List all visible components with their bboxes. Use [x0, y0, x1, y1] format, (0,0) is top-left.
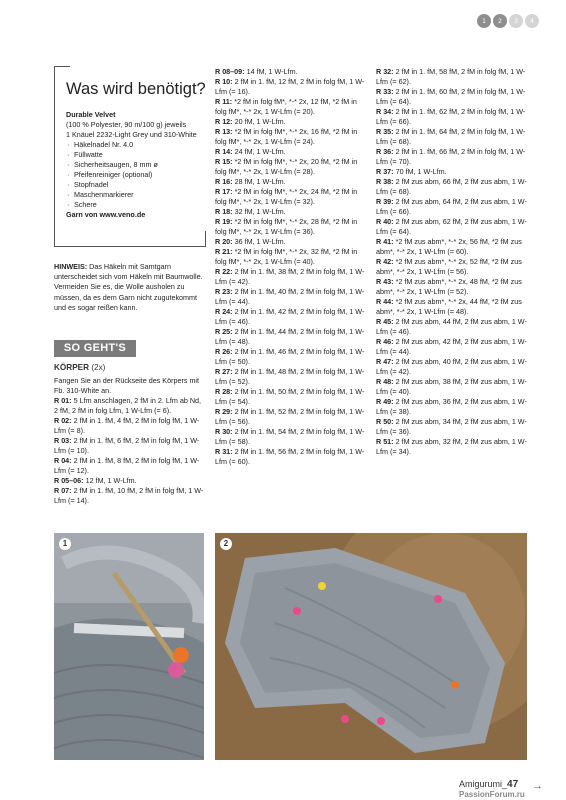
row-label: R 32:	[376, 67, 394, 76]
pattern-column-2	[215, 67, 367, 467]
photo-illustration-2	[215, 533, 527, 760]
row-instruction: *2 fM in folg fM*, *-* 2x, 24 fM, *2 fM in folg fM*, *-* 2x, 1 W-Lfm (= 32).	[215, 187, 358, 206]
pattern-row	[376, 67, 528, 87]
tool-list-item: · Stopfnadel	[72, 180, 202, 190]
row-label: R 33:	[376, 87, 394, 96]
pattern-row	[215, 117, 367, 127]
magazine-name: Amigurumi_	[459, 779, 508, 789]
row-instruction: 2 fM in 1. fM, 58 fM, 2 fM in folg fM, 1 W-Lfm (= 62).	[376, 67, 526, 86]
chapter-dot: 4	[525, 14, 539, 28]
row-label: R 40:	[376, 217, 394, 226]
pattern-row	[376, 377, 528, 397]
row-label: R 38:	[376, 177, 394, 186]
row-label: R 48:	[376, 377, 394, 386]
row-label: R 03:	[54, 436, 72, 445]
row-instruction: 2 fM zus abm, 62 fM, 2 fM zus abm, 1 W-Lfm (= 64).	[376, 217, 527, 236]
yarn-spec: (100 % Polyester, 90 m/100 g) jeweils	[66, 120, 187, 129]
pattern-row	[376, 147, 528, 167]
yarn-source: Garn von www.veno.de	[66, 210, 146, 219]
pattern-row	[376, 257, 528, 277]
row-instruction: *2 fM in folg fM*, *-* 2x, 12 fM, *2 fM in folg fM*, *-* 2x, 1 W-Lfm (= 20).	[215, 97, 357, 116]
row-instruction: 2 fM in 1. fM, 10 fM, 2 fM in folg fM, 1 W-Lfm (= 14).	[54, 486, 204, 505]
section-banner: SO GEHT'S	[54, 340, 136, 357]
row-instruction: *2 fM in folg fM*, *-* 2x, 20 fM, *2 fM in folg fM*, *-* 2x, 1 W-Lfm (= 28).	[215, 157, 358, 176]
row-instruction: 2 fM in 1. fM, 52 fM, 2 fM in folg fM, 1 W-Lfm (= 56).	[215, 407, 365, 426]
hint-text: Das Häkeln mit Samtgarn unterscheidet sich vom Häkeln mit Baumwolle. Vermeiden Sie es, die Wolle ausholen zu müssen, da es dem Garn nicht zugutekommt und es sogar reißen kann.	[54, 262, 203, 312]
row-label: R 05–06:	[54, 476, 84, 485]
pattern-row	[376, 417, 528, 437]
tool-list-item: · Sicherheitsaugen, 8 mm ø	[72, 160, 202, 170]
row-instruction: 14 fM, 1 W-Lfm.	[246, 67, 298, 76]
pattern-row	[215, 97, 367, 117]
row-instruction: 2 fM in 1. fM, 40 fM, 2 fM in folg fM, 1 W-Lfm (= 44).	[215, 287, 365, 306]
pattern-row	[215, 307, 367, 327]
materials-list	[66, 110, 202, 220]
photo-body-pieces	[215, 533, 527, 760]
photo-crochet-start	[54, 533, 204, 760]
row-instruction: *2 fM zus abm*, *-* 2x, 48 fM, *2 fM zus abm*, *-* 2x, 1 W-Lfm (= 52).	[376, 277, 522, 296]
row-label: R 45:	[376, 317, 394, 326]
row-instruction: 36 fM, 1 W-Lfm.	[234, 237, 286, 246]
row-instruction: 2 fM in 1. fM, 50 fM, 2 fM in folg fM, 1 W-Lfm (= 54).	[215, 387, 365, 406]
row-instruction: 2 fM zus abm, 36 fM, 2 fM zus abm, 1 W-Lfm (= 38).	[376, 397, 527, 416]
row-label: R 18:	[215, 207, 233, 216]
row-label: R 20:	[215, 237, 233, 246]
row-instruction: 2 fM zus abm, 38 fM, 2 fM zus abm, 1 W-Lfm (= 40).	[376, 377, 527, 396]
row-instruction: 2 fM in 1. fM, 48 fM, 2 fM in folg fM, 1 W-Lfm (= 52).	[215, 367, 365, 386]
page-number: 47	[507, 779, 519, 790]
row-label: R 04:	[54, 456, 72, 465]
pattern-row	[215, 327, 367, 347]
row-label: R 12:	[215, 117, 233, 126]
row-instruction: *2 fM zus abm*, *-* 2x, 56 fM, *2 fM zus abm*, *-* 2x, 1 W-Lfm (= 60).	[376, 237, 522, 256]
pattern-row	[215, 407, 367, 427]
row-label: R 36:	[376, 147, 394, 156]
pattern-row	[215, 367, 367, 387]
pattern-row	[54, 396, 206, 416]
row-label: R 47:	[376, 357, 394, 366]
tool-list-item: · Maschenmarkierer	[72, 190, 202, 200]
part-intro: Fangen Sie an der Rückseite des Körpers mit Fb. 310-White an.	[54, 376, 200, 395]
pattern-row	[215, 187, 367, 207]
row-label: R 31:	[215, 447, 233, 456]
row-instruction: 2 fM zus abm, 42 fM, 2 fM zus abm, 1 W-Lfm (= 44).	[376, 337, 527, 356]
site-watermark: PassionForum.ru	[459, 790, 525, 799]
pattern-row	[376, 237, 528, 257]
row-instruction: 2 fM zus abm, 34 fM, 2 fM zus abm, 1 W-Lfm (= 36).	[376, 417, 527, 436]
pattern-row	[215, 287, 367, 307]
pattern-row	[376, 107, 528, 127]
row-instruction: 2 fM in 1. fM, 62 fM, 2 fM in folg fM, 1 W-Lfm (= 66).	[376, 107, 526, 126]
row-instruction: 32 fM, 1 W-Lfm.	[234, 207, 286, 216]
row-label: R 26:	[215, 347, 233, 356]
row-instruction: 2 fM zus abm, 32 fM, 2 fM zus abm, 1 W-Lfm (= 34).	[376, 437, 527, 456]
row-label: R 15:	[215, 157, 233, 166]
pattern-row	[376, 337, 528, 357]
rows-list	[54, 396, 206, 506]
row-instruction: 2 fM in 1. fM, 38 fM, 2 fM in folg fM, 1 W-Lfm (= 42).	[215, 267, 365, 286]
pattern-row	[54, 486, 206, 506]
row-label: R 10:	[215, 77, 233, 86]
pattern-row	[215, 147, 367, 157]
chapter-dot: 3	[509, 14, 523, 28]
row-instruction: 2 fM in 1. fM, 12 fM, 2 fM in folg fM, 1 W-Lfm (= 16).	[215, 77, 365, 96]
row-instruction: *2 fM zus abm*, *-* 2x, 44 fM, *2 fM zus abm*, *-* 2x, 1 W-Lfm (= 48).	[376, 297, 522, 316]
pattern-row	[215, 217, 367, 237]
part-title: KÖRPER	[54, 363, 90, 372]
row-label: R 29:	[215, 407, 233, 416]
row-label: R 14:	[215, 147, 233, 156]
row-instruction: 2 fM in 1. fM, 6 fM, 2 fM in folg fM, 1 W-Lfm (= 10).	[54, 436, 200, 455]
pattern-row	[215, 237, 367, 247]
row-instruction: 2 fM zus abm, 40 fM, 2 fM zus abm, 1 W-Lfm (= 42).	[376, 357, 527, 376]
row-instruction: 2 fM zus abm, 64 fM, 2 fM zus abm, 1 W-Lfm (= 66).	[376, 197, 527, 216]
photo-number-badge: 1	[59, 538, 71, 550]
pattern-row	[215, 157, 367, 177]
pattern-row	[376, 217, 528, 237]
pattern-row	[215, 67, 367, 77]
row-label: R 44:	[376, 297, 394, 306]
pattern-row	[376, 127, 528, 147]
row-instruction: 12 fM, 1 W-Lfm.	[85, 476, 137, 485]
hint-paragraph	[54, 262, 204, 313]
row-label: R 17:	[215, 187, 233, 196]
yarn-name: Durable Velvet	[66, 110, 116, 119]
pattern-row	[215, 427, 367, 447]
pattern-row	[215, 177, 367, 187]
pattern-row	[215, 207, 367, 217]
pattern-column-3	[376, 67, 528, 457]
pattern-row	[54, 476, 206, 486]
materials-box	[54, 66, 206, 247]
row-label: R 27:	[215, 367, 233, 376]
row-instruction: 2 fM in 1. fM, 44 fM, 2 fM in folg fM, 1 W-Lfm (= 48).	[215, 327, 365, 346]
tool-list-item: · Füllwatte	[72, 150, 202, 160]
pattern-column-1	[54, 376, 206, 506]
row-instruction: 2 fM in 1. fM, 42 fM, 2 fM in folg fM, 1 W-Lfm (= 46).	[215, 307, 365, 326]
pattern-row	[376, 437, 528, 457]
photo-number-badge: 2	[220, 538, 232, 550]
row-label: R 23:	[215, 287, 233, 296]
part-heading	[54, 363, 105, 372]
tool-list-item: · Schere	[72, 200, 202, 210]
hint-label: HINWEIS:	[54, 262, 88, 271]
pattern-row	[376, 357, 528, 377]
row-instruction: 70 fM, 1 W-Lfm.	[395, 167, 447, 176]
row-label: R 39:	[376, 197, 394, 206]
row-instruction: 20 fM, 1 W-Lfm.	[234, 117, 286, 126]
pattern-row	[215, 127, 367, 147]
chapter-dot: 2	[493, 14, 507, 28]
pattern-row	[376, 397, 528, 417]
row-instruction: 2 fM zus abm, 44 fM, 2 fM zus abm, 1 W-Lfm (= 46).	[376, 317, 527, 336]
pattern-row	[215, 267, 367, 287]
row-instruction: *2 fM in folg fM*, *-* 2x, 16 fM, *2 fM in folg fM*, *-* 2x, 1 W-Lfm (= 24).	[215, 127, 358, 146]
row-label: R 08–09:	[215, 67, 245, 76]
row-label: R 28:	[215, 387, 233, 396]
row-instruction: 28 fM, 1 W-Lfm.	[234, 177, 286, 186]
row-label: R 25:	[215, 327, 233, 336]
materials-title: Was wird benötigt?	[66, 80, 206, 98]
row-label: R 13:	[215, 127, 233, 136]
row-instruction: *2 fM in folg fM*, *-* 2x, 28 fM, *2 fM in folg fM*, *-* 2x, 1 W-Lfm (= 36).	[215, 217, 358, 236]
row-label: R 21:	[215, 247, 233, 256]
pattern-row	[54, 456, 206, 476]
row-instruction: 2 fM in 1. fM, 46 fM, 2 fM in folg fM, 1 W-Lfm (= 50).	[215, 347, 365, 366]
pattern-row	[376, 277, 528, 297]
tool-list-item: · Pfeifenreiniger (optional)	[72, 170, 202, 180]
row-label: R 02:	[54, 416, 72, 425]
pattern-row	[376, 177, 528, 197]
row-instruction: *2 fM zus abm*, *-* 2x, 52 fM, *2 fM zus abm*, *-* 2x, 1 W-Lfm (= 56).	[376, 257, 522, 276]
part-count: (2x)	[91, 363, 106, 372]
row-label: R 24:	[215, 307, 233, 316]
row-instruction: *2 fM in folg fM*, *-* 2x, 32 fM, *2 fM in folg fM*, *-* 2x, 1 W-Lfm (= 40).	[215, 247, 358, 266]
row-instruction: 2 fM zus abm, 66 fM, 2 fM zus abm, 1 W-Lfm (= 68).	[376, 177, 527, 196]
row-instruction: 2 fM in 1. fM, 64 fM, 2 fM in folg fM, 1 W-Lfm (= 68).	[376, 127, 526, 146]
row-label: R 16:	[215, 177, 233, 186]
row-instruction: 2 fM in 1. fM, 56 fM, 2 fM in folg fM, 1 W-Lfm (= 60).	[215, 447, 365, 466]
pattern-row	[215, 247, 367, 267]
pattern-row	[376, 317, 528, 337]
pattern-row	[376, 297, 528, 317]
page-footer	[459, 779, 518, 790]
row-label: R 35:	[376, 127, 394, 136]
row-label: R 46:	[376, 337, 394, 346]
row-label: R 43:	[376, 277, 394, 286]
row-instruction: 2 fM in 1. fM, 4 fM, 2 fM in folg fM, 1 W-Lfm (= 8).	[54, 416, 200, 435]
row-instruction: 24 fM, 1 W-Lfm.	[234, 147, 286, 156]
row-instruction: 2 fM in 1. fM, 8 fM, 2 fM in folg fM, 1 W-Lfm (= 12).	[54, 456, 200, 475]
row-label: R 50:	[376, 417, 394, 426]
row-instruction: 2 fM in 1. fM, 66 fM, 2 fM in folg fM, 1 W-Lfm (= 70).	[376, 147, 526, 166]
pattern-row	[376, 167, 528, 177]
photo-illustration-1	[54, 533, 204, 760]
row-label: R 42:	[376, 257, 394, 266]
row-label: R 22:	[215, 267, 233, 276]
row-instruction: 2 fM in 1. fM, 60 fM, 2 fM in folg fM, 1 W-Lfm (= 64).	[376, 87, 526, 106]
pattern-row	[376, 87, 528, 107]
row-label: R 41:	[376, 237, 394, 246]
tool-list-item: · Häkelnadel Nr. 4.0	[72, 140, 202, 150]
row-label: R 34:	[376, 107, 394, 116]
row-label: R 51:	[376, 437, 394, 446]
row-label: R 37:	[376, 167, 394, 176]
row-label: R 11:	[215, 97, 233, 106]
row-label: R 49:	[376, 397, 394, 406]
pattern-row	[54, 416, 206, 436]
pattern-row	[376, 197, 528, 217]
row-label: R 30:	[215, 427, 233, 436]
row-label: R 19:	[215, 217, 233, 226]
pattern-row	[215, 347, 367, 367]
pattern-row	[215, 447, 367, 467]
chapter-dots	[477, 14, 539, 28]
yarn-qty: 1 Knäuel 2232-Light Grey und 310-White	[66, 130, 197, 139]
row-instruction: 5 Lfm anschlagen, 2 fM in 2. Lfm ab Nd, 2 fM, 2 fM in folg Lfm, 1 W-Lfm (= 6).	[54, 396, 202, 415]
pattern-row	[215, 77, 367, 97]
row-label: R 07:	[54, 486, 72, 495]
row-instruction: 2 fM in 1. fM, 54 fM, 2 fM in folg fM, 1 W-Lfm (= 58).	[215, 427, 365, 446]
pattern-row	[215, 387, 367, 407]
pattern-row	[54, 436, 206, 456]
chapter-dot: 1	[477, 14, 491, 28]
next-page-arrow-icon: →	[532, 780, 543, 792]
tool-list	[66, 140, 202, 210]
row-label: R 01:	[54, 396, 72, 405]
